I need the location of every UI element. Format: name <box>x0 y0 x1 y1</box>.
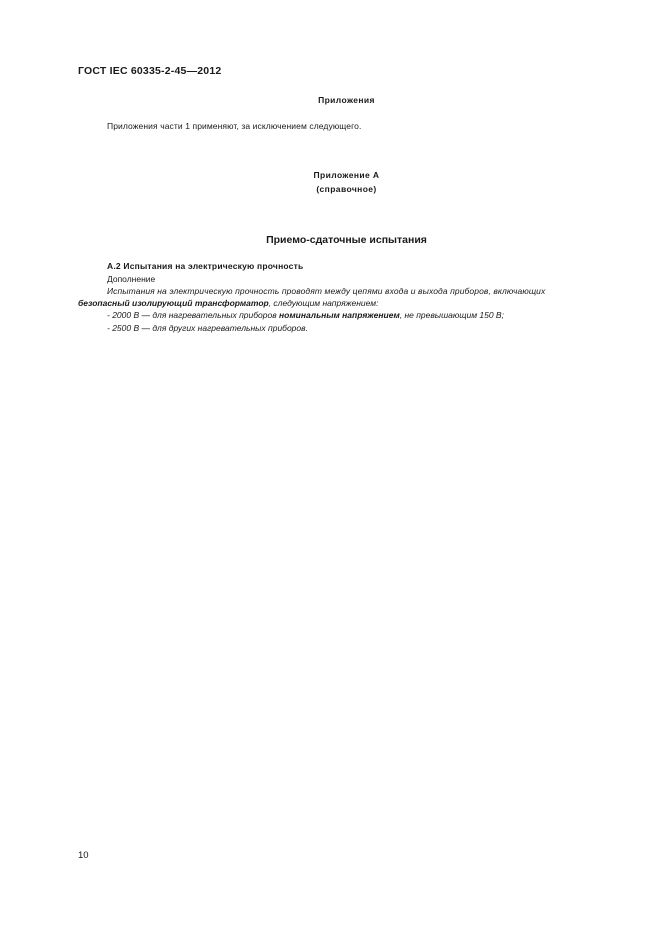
defined-term: безопасный изолирующий трансформатор <box>78 298 269 308</box>
defined-term: номинальным напряжением <box>279 310 400 320</box>
list-item-text: - 2500 В — для других нагревательных приборов. <box>107 323 308 333</box>
annex-title: Приложение А <box>313 170 380 180</box>
appendices-intro-text: Приложения части 1 применяют, за исключением следующего. <box>107 121 362 131</box>
page-number: 10 <box>78 850 89 861</box>
paragraph-line-2-rest: , следующим напряжением: <box>268 298 379 308</box>
list-item-text-end: , не превышающим 150 В; <box>399 310 504 320</box>
list-item <box>107 309 504 322</box>
appendices-title: Приложения <box>318 95 375 105</box>
document-code-header: ГОСТ IEC 60335-2-45—2012 <box>78 65 222 77</box>
annex-heading: Приемо-сдаточные испытания <box>266 234 427 246</box>
annex-status: (справочное) <box>316 184 377 194</box>
list-item <box>107 322 308 335</box>
clause-heading: А.2 Испытания на электрическую прочность <box>107 261 304 271</box>
list-item-text: - 2000 В — для нагревательных приборов <box>107 310 280 320</box>
addition-label: Дополнение <box>107 274 156 284</box>
paragraph-line-1: Испытания на электрическую прочность проводят между цепями входа и выхода приборов, включающих <box>107 286 546 296</box>
